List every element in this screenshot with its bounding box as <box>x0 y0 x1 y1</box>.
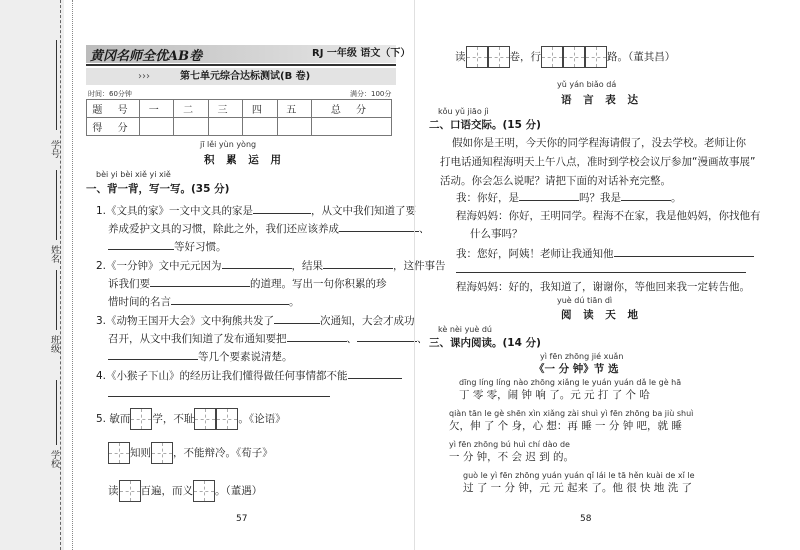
item1-line1 <box>96 203 416 218</box>
item2-text: 2.《一分钟》文中元元因为 <box>96 260 222 272</box>
item2-text: ，这件事告 <box>393 260 446 272</box>
score-cell[interactable] <box>174 118 208 136</box>
item5-line3 <box>108 479 262 503</box>
unit-title: 第七单元综合达标测试(B 卷) <box>180 71 311 82</box>
character-box[interactable] <box>119 480 141 502</box>
item5-text: 5. 敏而 <box>96 413 131 425</box>
margin-label-student-id: 学号 <box>49 140 59 158</box>
score-table-score-row <box>87 118 392 136</box>
score-table-header-row <box>87 100 392 118</box>
margin-label-class: 班级 <box>49 335 59 353</box>
expression-title: 语 言 表 达 <box>561 94 642 106</box>
item1-text: 1.《文具的家》一文中文具的家是 <box>96 205 254 217</box>
character-box[interactable] <box>563 46 585 68</box>
dialogue-mom-1b: 什么事吗？ <box>470 228 523 240</box>
item3-text: 召开，从文中我们知道了发布通知要把 <box>108 333 287 345</box>
q2-paragraph-line1: 假如你是王明，今天你的同学程海请假了，没去学校。老师让你 <box>452 137 746 149</box>
reading-pinyin: yuè dú tiān dì <box>557 296 613 305</box>
item2-line3 <box>108 294 300 309</box>
answer-blank[interactable] <box>287 331 347 342</box>
right-top-text: 路。（董其昌） <box>607 51 676 63</box>
q3-pinyin: kè nèi yuè dú <box>438 325 492 334</box>
character-box[interactable] <box>130 408 152 430</box>
dialogue-mom-1: 程海妈妈：你好，王明同学。程海不在家，我是他妈妈，你找他有 <box>456 210 761 222</box>
answer-blank[interactable] <box>348 368 402 379</box>
item5-text: ，不能辩冷。《荀子》 <box>173 447 273 459</box>
right-top-line <box>455 45 675 69</box>
character-box[interactable] <box>585 46 607 68</box>
dialogue-text: 。 <box>671 192 682 204</box>
dialogue-me-1 <box>456 190 682 205</box>
item5-text: 百遍，而义 <box>140 485 193 497</box>
q1-title: 一、背一背，写一写。(35 分) <box>86 183 230 195</box>
item2-text: 。 <box>289 296 300 308</box>
binding-line-2 <box>72 0 73 550</box>
item2-text: 的道理。写出一句你积累的珍 <box>250 278 387 290</box>
score-table-header: 三 <box>208 100 242 118</box>
brand-title: 黄冈名师全优AB卷 <box>90 49 203 64</box>
passage-pinyin-line: qiàn tān le gè shēn xìn xiǎng zài shuì yì fēn zhōng ba jiù shuì <box>449 409 694 418</box>
answer-blank[interactable] <box>222 258 292 269</box>
header-rule <box>86 64 396 66</box>
item4-line1 <box>96 368 402 383</box>
q2-paragraph-line3: 活动。你会怎么说呢？请把下面的对话补充完整。 <box>440 175 671 187</box>
score-cell[interactable] <box>208 118 242 136</box>
q2-pinyin: kǒu yǔ jiāo jì <box>438 107 489 116</box>
edition-label: RJ 一年级 语文（下） <box>312 48 411 59</box>
item1-text: 、 <box>419 223 430 235</box>
dialogue-text: 吗？我是 <box>579 192 621 204</box>
answer-blank[interactable] <box>108 349 198 360</box>
answer-blank[interactable] <box>357 331 417 342</box>
item2-text: 诉我们要 <box>108 278 150 290</box>
item5-text: 读 <box>108 485 119 497</box>
item1-text: ，从文中我们知道了要 <box>311 205 417 217</box>
margin-label-school: 学校 <box>49 450 59 468</box>
item4-text: 4.《小猴子下山》的经历让我们懂得做任何事情都不能 <box>96 370 348 382</box>
school-line[interactable] <box>56 380 57 445</box>
item3-text: 、 <box>346 333 357 345</box>
answer-line[interactable] <box>456 272 746 273</box>
right-top-text: 读 <box>455 51 466 63</box>
answer-blank[interactable] <box>150 276 250 287</box>
score-table-header: 二 <box>174 100 208 118</box>
q1-pinyin: bèi yi bèi xiě yi xiě <box>96 170 171 179</box>
item3-line2 <box>108 331 428 346</box>
item3-text: 、 <box>417 333 428 345</box>
score-table-header: 题 号 <box>87 100 140 118</box>
score-cell[interactable] <box>277 118 311 136</box>
time-label: 时间：60分钟 <box>88 90 132 98</box>
passage-hanzi-line: 过 了 一 分 钟，元 元 起来 了。他 很 快 地 洗 了 <box>463 482 693 494</box>
passage-title-pinyin: yì fēn zhōng jié xuǎn <box>540 352 624 361</box>
score-table-header: 一 <box>140 100 174 118</box>
passage-hanzi-line: 欠，伸 了 个 身，心 想：再 睡 一 分 钟 吧，就 睡 <box>449 420 682 432</box>
character-box[interactable] <box>151 442 173 464</box>
item3-line1 <box>96 313 415 328</box>
passage-pinyin-line: yì fēn zhōng bú huì chí dào de <box>449 440 570 449</box>
character-box[interactable] <box>108 442 130 464</box>
class-line[interactable] <box>56 270 57 330</box>
character-box[interactable] <box>194 408 216 430</box>
answer-blank[interactable] <box>621 190 671 201</box>
answer-blank[interactable] <box>253 203 311 214</box>
score-row-label: 得 分 <box>87 118 140 136</box>
section1-title: 积 累 运 用 <box>204 154 285 166</box>
score-table <box>86 99 392 136</box>
answer-blank[interactable] <box>171 294 289 305</box>
reading-title: 阅 读 天 地 <box>561 309 642 321</box>
full-score-label: 满分：100分 <box>350 90 392 98</box>
passage-pinyin-line: guò le yì fēn zhōng yuán yuán qǐ lái le tā hěn kuài de xǐ le <box>463 471 695 480</box>
item5-line1 <box>96 407 286 431</box>
q2-paragraph-line2: 打电话通知程海明天上午八点，准时到学校会议厅参加“漫画故事展” <box>440 156 756 168</box>
answer-blank[interactable] <box>339 221 419 232</box>
chevron-decoration-icon: ››› <box>138 71 150 82</box>
item3-text: 次通知，大会才成功 <box>320 315 415 327</box>
dialogue-text: 我：您好，阿姨！老师让我通知他 <box>456 248 614 260</box>
score-table-header: 四 <box>243 100 277 118</box>
item5-text: 知则 <box>130 447 151 459</box>
score-cell[interactable] <box>140 118 174 136</box>
character-box[interactable] <box>193 480 215 502</box>
margin-label-name: 姓名 <box>49 245 59 263</box>
q2-title: 二、口语交际。(15 分) <box>429 119 541 131</box>
item5-line2 <box>108 441 273 465</box>
passage-hanzi-line: 一 分 钟，不 会 迟 到 的。 <box>449 451 575 463</box>
answer-blank[interactable] <box>614 246 754 257</box>
item2-text: 惜时间的名言 <box>108 296 171 308</box>
expression-pinyin: yǔ yán biǎo dá <box>557 80 617 89</box>
page-number-right: 58 <box>580 514 592 524</box>
item5-text: 。《论语》 <box>238 413 286 425</box>
answer-blank[interactable] <box>274 313 320 324</box>
passage-pinyin-line: dīng líng líng nào zhōng xiǎng le yuán yuán dǎ le gè hā <box>459 378 682 387</box>
q3-title: 三、课内阅读。(14 分) <box>429 337 541 349</box>
item5-text: 。（董遇） <box>215 485 263 497</box>
character-box[interactable] <box>541 46 563 68</box>
answer-blank[interactable] <box>323 258 393 269</box>
item2-line2 <box>108 276 387 291</box>
name-line[interactable] <box>56 170 57 240</box>
item3-text: 等几个要素说清楚。 <box>198 351 293 363</box>
character-box[interactable] <box>216 408 238 430</box>
character-box[interactable] <box>466 46 488 68</box>
right-top-text: 卷，行 <box>509 51 541 63</box>
item1-line3 <box>108 239 227 254</box>
character-box[interactable] <box>488 46 510 68</box>
answer-blank[interactable] <box>108 239 174 250</box>
dialogue-me-2 <box>456 246 754 261</box>
score-cell[interactable] <box>311 118 391 136</box>
score-table-header: 五 <box>277 100 311 118</box>
answer-blank[interactable] <box>519 190 579 201</box>
section1-pinyin: jī lěi yùn yòng <box>200 140 257 149</box>
item1-line2 <box>108 221 430 236</box>
item2-text: ，结果 <box>291 260 324 272</box>
answer-line[interactable] <box>108 396 330 397</box>
dialogue-mom-2: 程海妈妈：好的，我知道了，谢谢你，等他回来我一定转告他。 <box>456 281 750 293</box>
passage-hanzi-line: 丁 零 零，闹 钟 响 了。元 元 打 了 个 哈 <box>459 389 650 401</box>
page-number-left: 57 <box>236 514 248 524</box>
item3-text: 3.《动物王国开大会》文中狗熊共发了 <box>96 315 275 327</box>
item1-text: 等好习惯。 <box>174 241 227 253</box>
item2-line1 <box>96 258 446 273</box>
item5-text: 学，不耻 <box>152 413 195 425</box>
score-table-header: 总 分 <box>311 100 391 118</box>
passage-title: 《一 分 钟》节 选 <box>534 363 619 375</box>
item1-text: 养成爱护文具的习惯，除此之外，我们还应该养成 <box>108 223 339 235</box>
item3-line3 <box>108 349 293 364</box>
dialogue-text: 我：你好，是 <box>456 192 519 204</box>
score-cell[interactable] <box>243 118 277 136</box>
page-fold <box>414 0 415 550</box>
student-id-line[interactable] <box>56 40 57 130</box>
